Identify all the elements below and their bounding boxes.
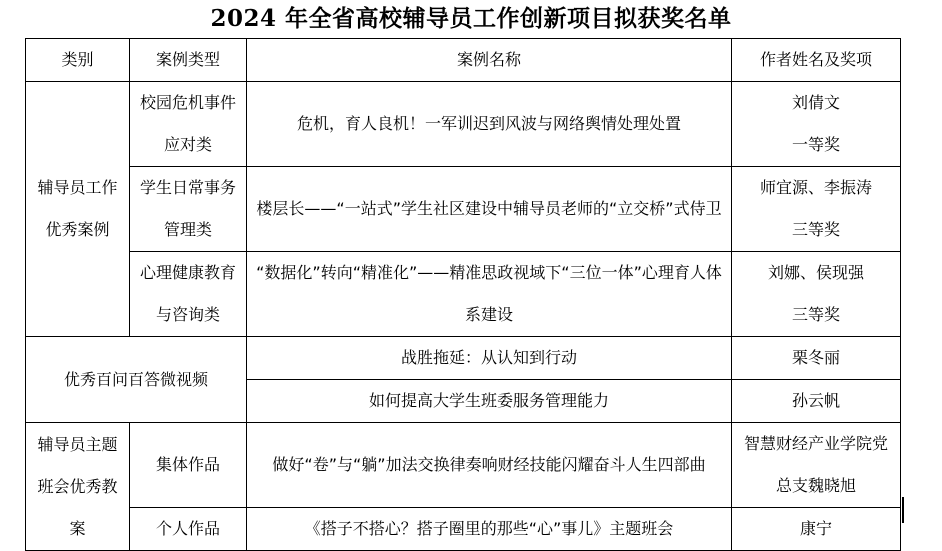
case-name-cell — [247, 423, 732, 508]
award-label: 一等奖 — [791, 135, 840, 154]
case-type-label: 校园危机事件应对类 — [140, 93, 237, 154]
author-name: 师宜源、李振涛 — [759, 178, 872, 197]
header-case-type: 案例类型 — [130, 39, 247, 82]
author-name: 刘倩文 — [791, 93, 840, 112]
category-label: 优秀百问百答微视频 — [63, 369, 208, 389]
case-name-label: 如何提高大学生班委服务管理能力 — [368, 391, 609, 410]
case-type-cell — [130, 252, 247, 337]
case-name-cell — [247, 82, 732, 167]
category-cell — [26, 337, 247, 423]
category-label: 辅导员工作优秀案例 — [37, 178, 118, 239]
table-row — [26, 167, 901, 252]
category-label: 辅导员主题班会优秀教案 — [37, 434, 118, 538]
case-name-label: 危机，育人良机！一军训迟到风波与网络舆情处理处置 — [296, 114, 681, 133]
case-name-cell — [247, 380, 732, 423]
table-row — [26, 82, 901, 167]
case-type-cell — [130, 508, 247, 551]
author-cell — [732, 82, 901, 167]
case-name-label: 战胜拖延：从认知到行动 — [400, 348, 577, 367]
page-title: 2024 年全省高校辅导员工作创新项目拟获奖名单 — [210, 5, 732, 32]
author-name: 康宁 — [799, 519, 832, 538]
award-label: 三等奖 — [791, 305, 840, 324]
case-name-label: 《搭子不搭心？搭子圈里的那些“心”事儿》主题班会 — [304, 519, 674, 538]
case-type-label: 个人作品 — [155, 519, 220, 538]
case-type-cell — [130, 167, 247, 252]
author-cell — [732, 252, 901, 337]
case-type-cell — [130, 423, 247, 508]
author-cell — [732, 380, 901, 423]
table-row — [26, 423, 901, 508]
author-cell — [732, 423, 901, 508]
case-type-label: 集体作品 — [155, 455, 220, 474]
table-row — [26, 337, 901, 380]
case-name-cell — [247, 337, 732, 380]
author-cell — [732, 508, 901, 551]
author-cell — [732, 167, 901, 252]
category-cell — [26, 423, 130, 551]
author-cell — [732, 337, 901, 380]
table-row — [26, 252, 901, 337]
author-name: 孙云帆 — [791, 391, 840, 410]
case-name-cell — [247, 252, 732, 337]
header-author: 作者姓名及奖项 — [732, 39, 901, 82]
header-category: 类别 — [26, 39, 130, 82]
header-case-name: 案例名称 — [247, 39, 732, 82]
awards-table — [25, 38, 901, 551]
case-name-cell — [247, 167, 732, 252]
award-label: 三等奖 — [791, 220, 840, 239]
table-header-row — [26, 39, 901, 82]
case-type-cell — [130, 82, 247, 167]
case-name-label: 楼层长——“一站式”学生社区建设中辅导员老师的“立交桥”式侍卫 — [256, 199, 722, 218]
category-cell — [26, 82, 130, 337]
author-name: 刘娜、侯现强 — [767, 263, 864, 282]
table-row — [26, 508, 901, 551]
author-name: 智慧财经产业学院党总支魏晓旭 — [743, 434, 888, 495]
case-name-cell — [247, 508, 732, 551]
case-type-label: 学生日常事务管理类 — [140, 178, 237, 239]
case-name-label: 做好“卷”与“躺”加法交换律奏响财经技能闪耀奋斗人生四部曲 — [272, 455, 706, 474]
author-name: 栗冬丽 — [791, 348, 840, 367]
case-type-label: 心理健康教育与咨询类 — [140, 263, 237, 324]
case-name-label: “数据化”转向“精准化”——精准思政视域下“三位一体”心理育人体系建设 — [256, 263, 722, 324]
edge-mark — [902, 497, 904, 523]
